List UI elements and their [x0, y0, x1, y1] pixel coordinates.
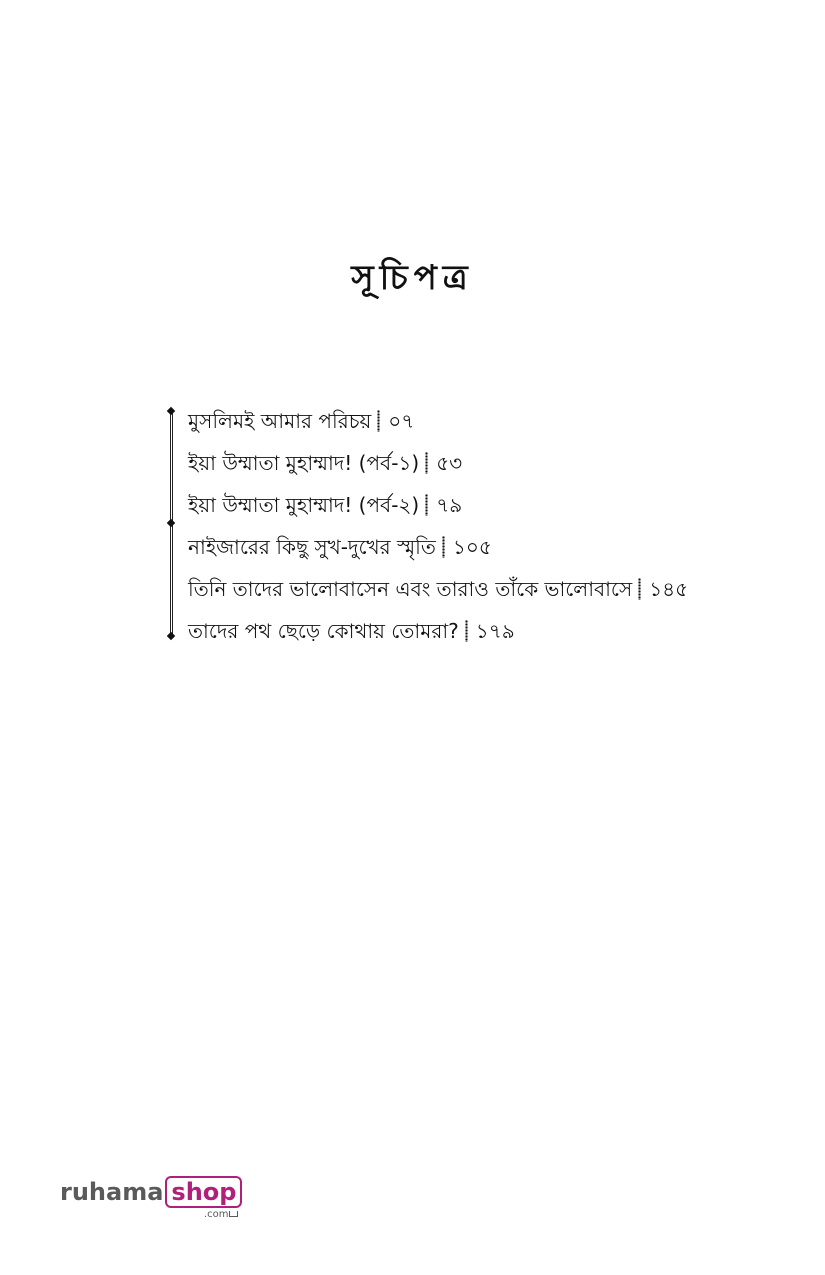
- toc-rail: [166, 408, 176, 640]
- toc-entry-page: ১০৫: [452, 535, 492, 559]
- toc-entry-label: ইয়া উম্মাতা মুহাম্মাদ! (পর্ব-১): [188, 451, 420, 475]
- rail-diamond-top: [167, 407, 175, 415]
- ruhamashop-logo: [60, 1176, 242, 1220]
- toc-entry-label: তিনি তাদের ভালোবাসেন এবং তারাও তাঁকে ভালোবাসে: [188, 577, 633, 601]
- toc-entry[interactable]: [188, 526, 688, 568]
- toc-entry[interactable]: [188, 568, 688, 610]
- toc-entry-page: ১৪৫: [649, 577, 689, 601]
- toc-entry-page: ১৭৯: [475, 619, 515, 643]
- toc-entry[interactable]: [188, 400, 688, 442]
- toc-entry-label: মুসলিমই আমার পরিচয়: [188, 409, 372, 433]
- logo-shop-badge: [165, 1176, 242, 1220]
- rail-diamond-middle: [167, 519, 175, 527]
- toc-entry-label: তাদের পথ ছেড়ে কোথায় তোমরা?: [188, 619, 459, 643]
- toc-dotted-separator: [425, 494, 428, 516]
- toc-entry-label: ইয়া উম্মাতা মুহাম্মাদ! (পর্ব-২): [188, 493, 420, 517]
- logo-word: ruhama: [60, 1178, 164, 1206]
- toc-dotted-separator: [442, 536, 445, 558]
- logo-suffix-text: .com: [203, 1209, 229, 1220]
- rail-diamond-bottom: [167, 632, 175, 640]
- toc-entry[interactable]: [188, 442, 688, 484]
- toc-entry-label: নাইজারের কিছু সুখ-দুখের স্মৃতি: [188, 535, 436, 559]
- logo-suffix: [204, 1209, 239, 1220]
- toc-dotted-separator: [425, 452, 428, 474]
- toc-entry-page: ০৭: [388, 409, 415, 433]
- toc-dotted-separator: [377, 410, 380, 432]
- toc-dotted-separator: [638, 578, 641, 600]
- page-title: সূচিপত্র: [351, 258, 474, 298]
- toc-dotted-separator: [465, 620, 468, 642]
- table-of-contents: [188, 400, 688, 652]
- toc-entry-page: ৫৩: [436, 451, 463, 475]
- cart-icon: [229, 1211, 238, 1217]
- logo-shop-text: shop: [171, 1178, 237, 1206]
- toc-entry[interactable]: [188, 610, 688, 652]
- toc-entry[interactable]: [188, 484, 688, 526]
- toc-entry-page: ৭৯: [436, 493, 463, 517]
